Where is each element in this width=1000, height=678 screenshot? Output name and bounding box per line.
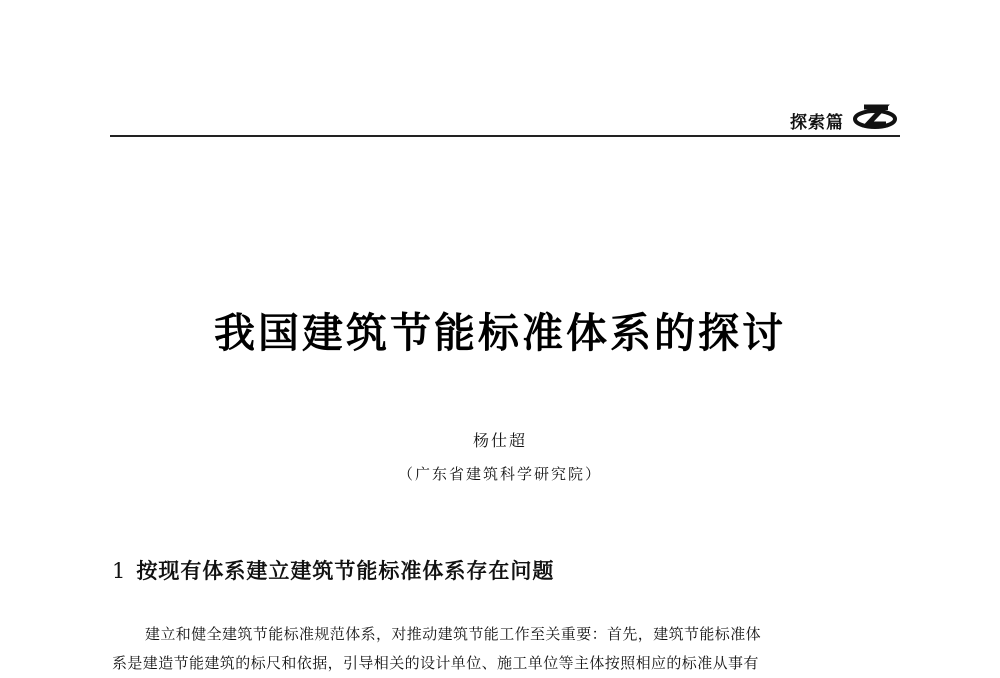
body-paragraph <box>112 620 902 678</box>
running-header <box>110 100 900 136</box>
body-line: 系是建造节能建筑的标尺和依据，引导相关的设计单位、施工单位等主体按照相应的标准从事有 <box>112 654 759 672</box>
section-heading <box>112 555 554 585</box>
author-affiliation: （广东省建筑科学研究院） <box>397 465 602 483</box>
section-heading-text: 按现有体系建立建筑节能标准体系存在问题 <box>136 559 555 583</box>
journal-logo-icon <box>852 102 898 132</box>
body-line: 建立和健全建筑节能标准规范体系，对推动建筑节能工作至关重要：首先，建筑节能标准体 <box>145 625 762 643</box>
author-name: 杨仕超 <box>472 431 527 450</box>
section-label: 探索篇 <box>790 113 844 133</box>
section-number: 1 <box>112 559 127 583</box>
header-rule <box>110 135 900 137</box>
article-title: 我国建筑节能标准体系的探讨 <box>214 309 786 357</box>
